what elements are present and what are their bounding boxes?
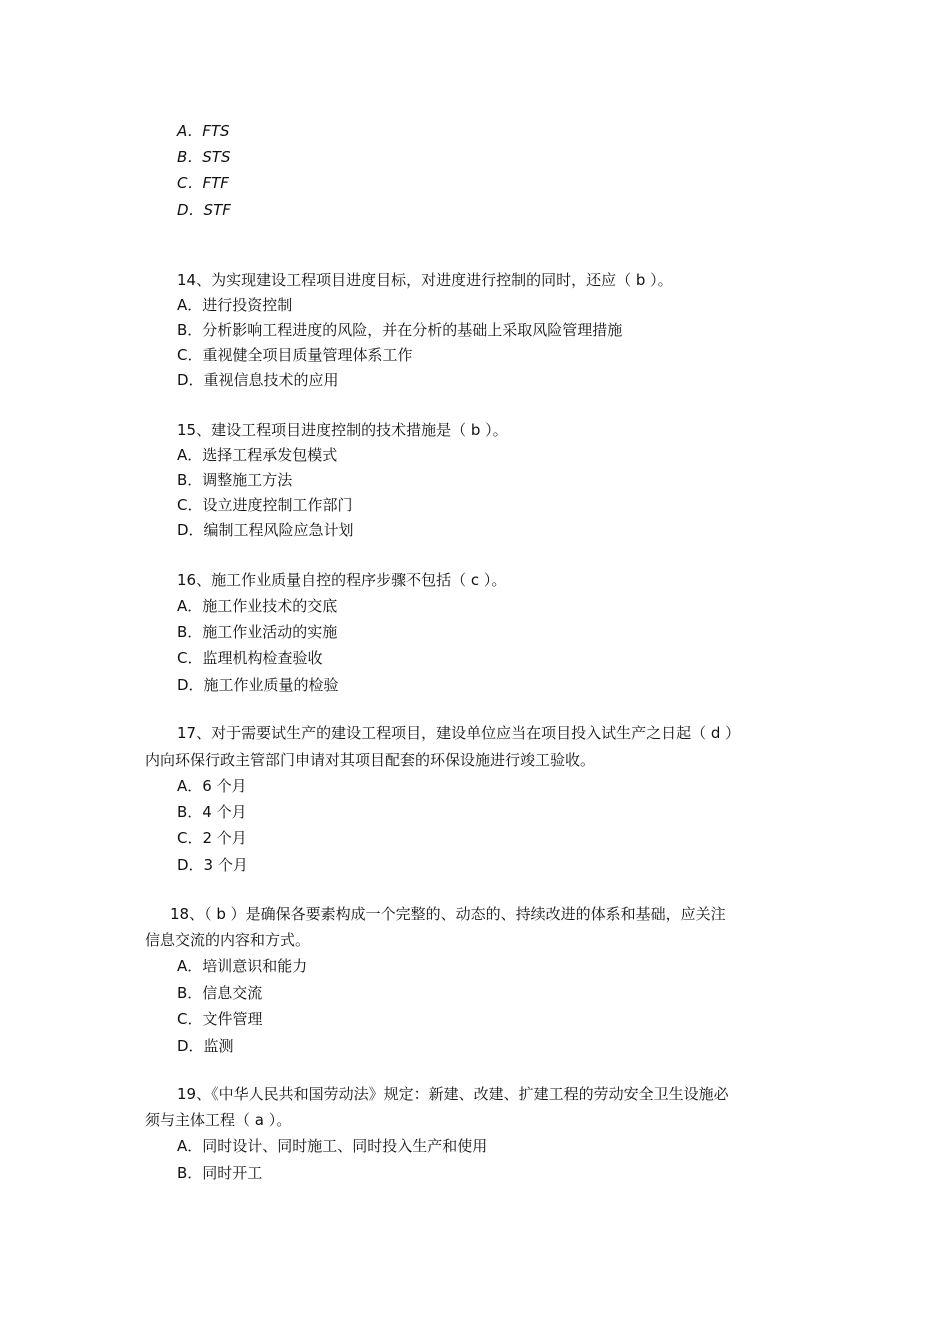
q18-stem-line2: 信息交流的内容和方式。: [145, 931, 311, 949]
q15-option-d: D．编制工程风险应急计划: [177, 521, 354, 539]
q15-option-a: A．选择工程承发包模式: [177, 446, 338, 464]
q14-option-d: D．重视信息技术的应用: [177, 371, 339, 389]
q13-option-d: D．STF: [177, 201, 231, 219]
q17-stem-line1: 17、对于需要试生产的建设工程项目，建设单位应当在项目投入试生产之日起（ d ）: [177, 724, 741, 742]
q17-option-b: B．4 个月: [177, 803, 247, 821]
q19-option-b: B．同时开工: [177, 1164, 263, 1182]
q18-option-d: D．监测: [177, 1037, 234, 1055]
q18-stem-line1: 18、（ b ）是确保各要素构成一个完整的、动态的、持续改进的体系和基础，应关注: [170, 905, 726, 923]
q17-stem-line2: 内向环保行政主管部门申请对其项目配套的环保设施进行竣工验收。: [145, 751, 596, 769]
q15-option-c: C．设立进度控制工作部门: [177, 496, 353, 514]
q14-option-b: B．分析影响工程进度的风险，并在分析的基础上采取风险管理措施: [177, 321, 623, 339]
q17-option-d: D．3 个月: [177, 856, 248, 874]
q15-stem: 15、建设工程项目进度控制的技术措施是（ b ）。: [177, 421, 508, 439]
q17-option-c: C．2 个月: [177, 829, 247, 847]
q14-option-a: A．进行投资控制: [177, 296, 293, 314]
q18-option-c: C．文件管理: [177, 1010, 263, 1028]
q16-option-a: A．施工作业技术的交底: [177, 597, 338, 615]
q14-option-c: C．重视健全项目质量管理体系工作: [177, 346, 413, 364]
q14-stem: 14、为实现建设工程项目进度目标，对进度进行控制的同时，还应（ b ）。: [177, 271, 673, 289]
q13-option-c: C．FTF: [177, 174, 229, 192]
q17-option-a: A．6 个月: [177, 777, 247, 795]
q18-option-b: B．信息交流: [177, 984, 263, 1002]
q19-option-a: A．同时设计、同时施工、同时投入生产和使用: [177, 1137, 488, 1155]
q15-option-b: B．调整施工方法: [177, 471, 293, 489]
q16-option-b: B．施工作业活动的实施: [177, 623, 338, 641]
q16-stem: 16、施工作业质量自控的程序步骤不包括（ c ）。: [177, 571, 507, 589]
q13-option-a: A．FTS: [177, 122, 230, 140]
q18-option-a: A．培训意识和能力: [177, 957, 308, 975]
q16-option-c: C．监理机构检查验收: [177, 649, 323, 667]
q19-stem-line1: 19、《中华人民共和国劳动法》规定：新建、改建、扩建工程的劳动安全卫生设施必: [177, 1085, 729, 1103]
q16-option-d: D．施工作业质量的检验: [177, 676, 339, 694]
q13-option-b: B．STS: [177, 148, 231, 166]
q19-stem-line2: 须与主体工程（ a ）。: [145, 1111, 292, 1129]
